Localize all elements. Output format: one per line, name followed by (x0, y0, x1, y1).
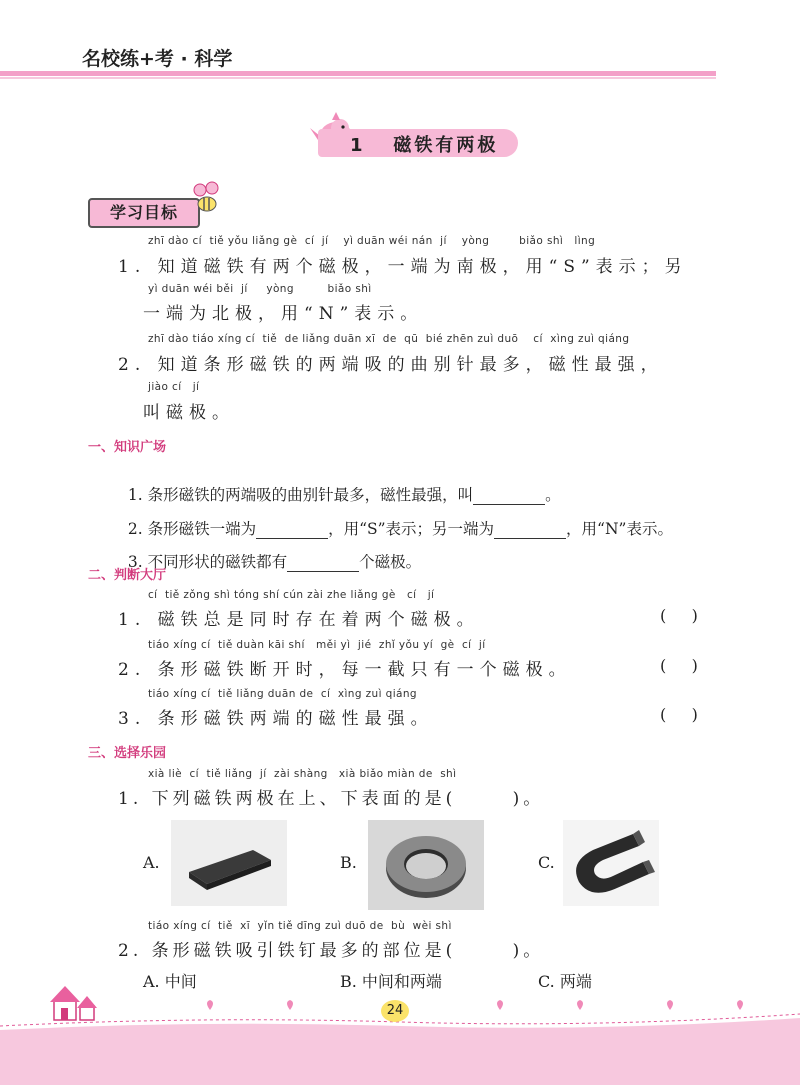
sprouts-decoration-icon (200, 996, 760, 1012)
choice1-pinyin: xià liè cí tiě liǎng jí zài shàng xià biǎo miàn de shì (148, 768, 457, 780)
goal2-pinyin-line2: jiào cí jí (148, 381, 200, 393)
q2-text-mid: ，用“S”表示；另一端为 (328, 520, 495, 538)
page-number: 24 (381, 1000, 409, 1022)
q1-text: 1. 条形磁铁的两端吸的曲别针最多，磁性最强，叫 (127, 486, 474, 504)
judge2-pinyin: tiáo xíng cí tiě duàn kāi shí měi yì jié zhǐ yǒu yí gè cí jí (148, 639, 486, 651)
choice2-text: 2. 条形磁铁吸引铁钉最多的部位是( )。 (118, 941, 545, 961)
choice1-text: 1. 下列磁铁两极在上、下表面的是( )。 (118, 789, 545, 809)
answer-blank[interactable] (287, 553, 359, 572)
goal1-text-line1: 1. 知道磁铁有两个磁极，一端为南极，用“S”表示；另 (118, 257, 688, 277)
lesson-heading (350, 131, 498, 157)
judge3-pinyin: tiáo xíng cí tiě liǎng duān de cí xìng zuì qiáng (148, 688, 418, 700)
horseshoe-magnet-image (563, 820, 659, 906)
goal1-text-line2: 一端为北极，用“N”表示。 (143, 304, 424, 324)
choice1-option-c[interactable]: C. (538, 853, 555, 872)
goal2-text-line2: 叫磁极。 (143, 403, 235, 423)
bee-icon (190, 180, 224, 216)
choice2-option-b[interactable]: B. 中间和两端 (340, 972, 442, 991)
choice1-option-b[interactable]: B. (340, 853, 357, 872)
judge2-answer[interactable]: ( ) (660, 656, 698, 675)
header-title: 名校练+考 · 科学 (82, 48, 233, 70)
header-rule (0, 71, 716, 76)
goal1-pinyin-line1: zhī dào cí tiě yǒu liǎng gè cí jí yì duān wéi nán jí yòng biǎo shì lìng (148, 235, 596, 247)
choice2-option-a[interactable]: A. 中间 (143, 972, 197, 991)
choice2-pinyin: tiáo xíng cí tiě xī yǐn tiě dīng zuì duō de bù wèi shì (148, 920, 452, 932)
q2-text-end: ，用“N”表示。 (566, 520, 673, 538)
section3-title: 三、选择乐园 (88, 746, 167, 761)
goals-label: 学习目标 (88, 198, 200, 228)
goal2-text-line1: 2. 知道条形磁铁的两端吸的曲别针最多，磁性最强， (118, 355, 664, 375)
choice2-option-c[interactable]: C. 两端 (538, 972, 592, 991)
q3-text: 3. 不同形状的磁铁都有 (127, 553, 288, 571)
answer-blank[interactable] (494, 520, 566, 539)
goal2-pinyin-line1: zhī dào tiáo xíng cí tiě de liǎng duān xī de qū bié zhēn zuì duō cí xìng zuì qiáng (148, 333, 630, 345)
judge1-pinyin: cí tiě zǒng shì tóng shí cún zài zhe liǎng gè cí jí (148, 589, 435, 601)
ring-magnet-image (368, 820, 484, 910)
judge3-text: 3. 条形磁铁两端的磁性最强。 (118, 709, 434, 729)
q2-text: 2. 条形磁铁一端为 (127, 520, 257, 538)
goal1-pinyin-line2: yì duān wéi běi jí yòng biǎo shì (148, 283, 372, 295)
q1-end: 。 (545, 486, 561, 504)
footer-decoration (0, 1012, 800, 1085)
bar-magnet-image (171, 820, 287, 906)
judge3-answer[interactable]: ( ) (660, 705, 698, 724)
section2-title: 二、判断大厅 (88, 568, 167, 583)
lesson-title: 磁铁有两极 (393, 135, 499, 156)
section1-title: 一、知识广场 (88, 440, 167, 455)
judge2-text: 2. 条形磁铁断开时，每一截只有一个磁极。 (118, 660, 572, 680)
judge1-answer[interactable]: ( ) (660, 606, 698, 625)
choice1-option-a[interactable]: A. (143, 853, 160, 872)
house-icon (40, 982, 110, 1026)
judge1-text: 1. 磁铁总是同时存在着两个磁极。 (118, 610, 480, 630)
header-rule-thin (0, 77, 716, 79)
lesson-number: 1 (350, 135, 366, 156)
q3-end: 个磁极。 (359, 553, 422, 571)
